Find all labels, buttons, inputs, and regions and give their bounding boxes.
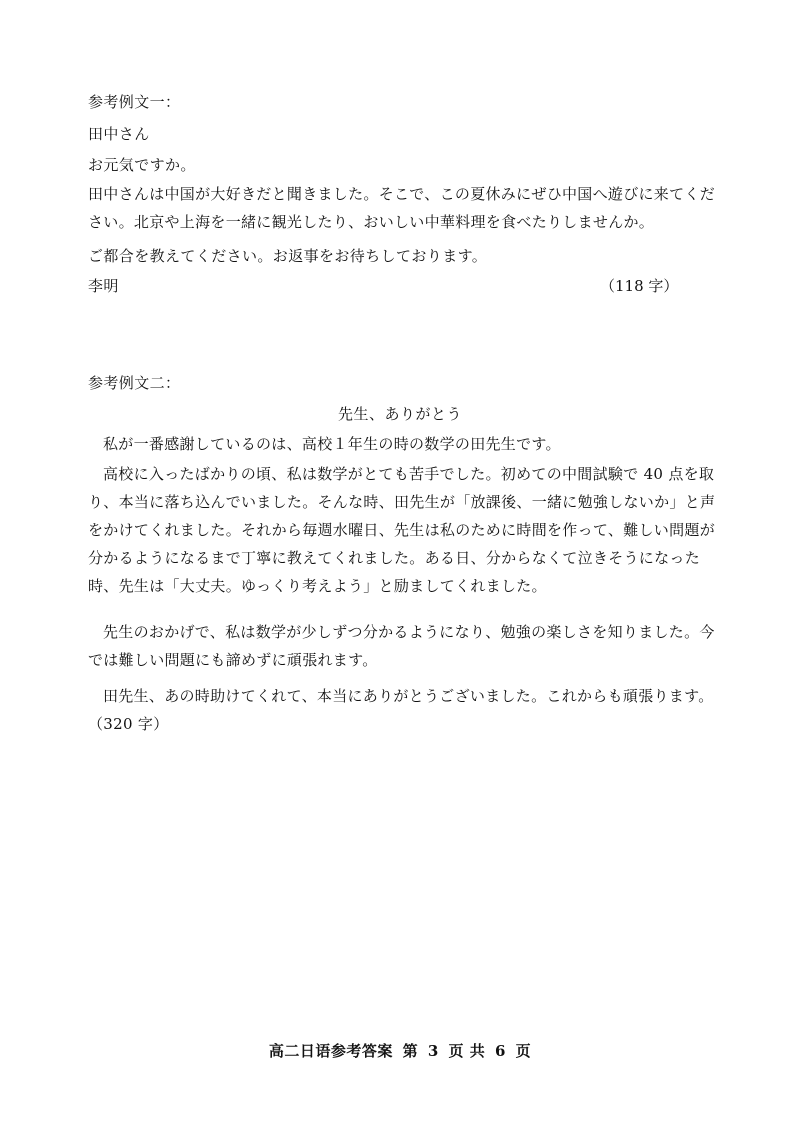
footer-page-number: 3 [427,1042,439,1060]
example1-char-count: （118 字） [600,277,679,295]
example1-heading: 参考例文一： [88,93,181,111]
letter-body-paragraph: 田中さんは中国が大好きだと聞きました。そこで、この夏休みにぜひ中国へ遊びに来てください。北京や上海を一緒に観光したり、おいしい中華料理を食べたりしませんか。 [88,185,716,231]
letter-closing: ご都合を教えてください。お返事をお待ちしております。 [88,247,488,265]
footer-page-mid: 页 共 [448,1042,486,1060]
footer-page-prefix: 第 [402,1042,419,1060]
footer-title: 高二日语参考答案 [268,1042,393,1060]
essay-paragraph-1: 私が一番感謝しているのは、高校１年生の時の数学の田先生です。 [103,435,561,453]
letter-signature: 李明 [88,277,119,295]
essay-title: 先生、ありがとう [337,405,462,423]
essay-paragraph-3: 先生のおかげで、私は数学が少しずつ分かるようになり、勉強の楽しさを知りました。今では難しい問題にも諦めずに頑張れます。 [88,623,715,669]
example2-heading: 参考例文二： [88,374,181,392]
footer-page-suffix: 页 [515,1042,532,1060]
letter-salutation: 田中さん [88,125,150,143]
essay-paragraph-4: 田先生、あの時助けてくれて、本当にありがとうございました。これからも頑張ります。（320 字） [88,687,714,733]
essay-paragraph-2: 高校に入ったばかりの頃、私は数学がとても苦手でした。初めての中間試験で 40 点を取り、本当に落ち込んでいました。そんな時、田先生が「放課後、一緒に勉強しないか」と声をかけてくれました。それから毎週水曜日、先生は私のために時間を作って、難しい問題が分かるようになるまで丁寧に教えてくれました。ある日、分からなくて泣きそうになった時、先生は「大丈夫。ゆっくり考えよう」と励ましてくれました。 [88,465,716,595]
page-footer [0,1040,800,1061]
footer-page-total: 6 [494,1042,506,1060]
letter-greeting: お元気ですか。 [88,156,196,174]
